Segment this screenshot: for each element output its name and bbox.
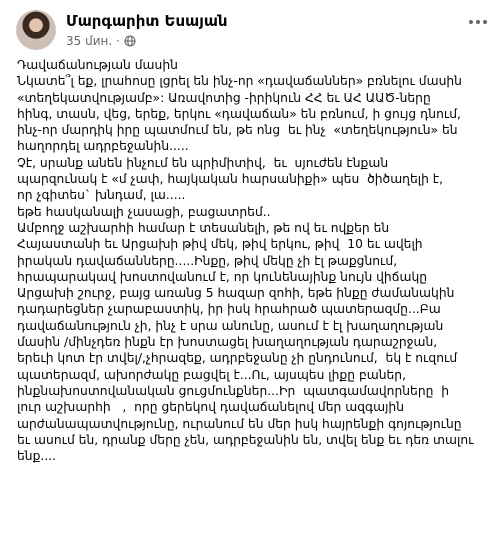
post-meta — [66, 34, 136, 48]
post-text-line: եւ ասում են, դրանք մերը չեն, ադրբեջանին են, տվել ենք եւ դեռ տալու — [17, 432, 474, 447]
more-horizontal-icon[interactable] — [465, 12, 491, 32]
post-text-line: Արցախի շուրջ, բայց առանց 5 հազար զոհի, եթե ինքը ժամանակին — [17, 286, 455, 301]
post-text-line: հրապարակավ խոստովանում է, որ կունենայինք նույն վիճակը — [17, 269, 428, 284]
post-text-line: Դավաճանության մասին — [17, 58, 178, 72]
post-header — [16, 10, 491, 50]
post-text-line: Հայաստանի եւ Արցախի թիվ մեկ, թիվ երկու, թիվ 10 եւ ավելի — [17, 237, 423, 252]
post-text-line: հաղորդել ադրբեջանին..... — [17, 139, 189, 154]
post-text-line: որ չգիտես` խնդամ, լա..... — [17, 188, 186, 203]
post-text-line: պարզունակ է «մ չափ, հայկական հարսանիքի» պես ծիծաղելի է, — [17, 172, 444, 187]
post-text-line: պատերազմ, ախորժակը բացվել է...Ու, այսպես լիքը բաներ, — [17, 367, 407, 382]
post-text-line: դադարեցներ չարաբաստիկ, իր իսկ հրահրած պատերազմը...Բա — [17, 302, 441, 317]
post-text-line: Չէ, սրանք անեն ինչում են պրիմիտիվ, եւ սյուժեն էնքան — [17, 155, 389, 170]
post-text — [17, 57, 487, 464]
meta-separator: · — [116, 34, 120, 48]
post-text-line: լուր աշխարհի , որը ցերեկով դավաճանելով մեր ազգային — [17, 400, 405, 415]
post-text-line: մասին /մինչդեռ ինքն էր խոստացել խաղաղության դարաշրջան, — [17, 335, 438, 350]
post-text-line: դավաճանություն չի, ինչ է սրա անունը, ասում է էլ խաղաղության — [17, 318, 444, 333]
post-text-line: հինգ, տասն, վեց, երեք, երկու «դավաճան» են բռնում, ի ցույց դնում, — [17, 106, 461, 121]
post-text-line: Նկատե՞լ եք, լրահոսը լցրել են ինչ-որ «դավաճաններ» բռնելու մասին — [17, 74, 462, 89]
post-text-line: ինքնախոստովանական ցուցմունքներ...Իր պատգամավորները ի — [17, 383, 450, 398]
post-text-line: ենք.... — [17, 449, 57, 464]
post-text-line: եթե հասկանալի չասացի, բացատրեմ.. — [17, 204, 271, 219]
globe-icon[interactable] — [124, 35, 136, 47]
post-text-line: «տեղեկատվությամբ»: Առավոտից -իրիկուն ՀՀ եւ ԱՀ ԱԱԾ-ները — [17, 90, 431, 105]
post-text-line: երեւի կոտ էր տվել/,չհրազեք, ադրբեջանը չի ընդունում, եկ է ուզում — [17, 351, 458, 366]
post-text-line: ինչ-որ մարդիկ իրը պատմում են, թե ոնց եւ ինչ «տեղեկություն» են — [17, 123, 458, 138]
post-text-line: իրական դավաճանները.....Ինքը, թիվ մեկը չի էլ թաքցնում, — [17, 253, 398, 268]
post-time[interactable]: 35 մин. — [66, 34, 113, 48]
post-text-line: Ամբողջ աշխարհի համար է տեսանելի, թե ով եւ ովքեր են — [17, 220, 390, 235]
avatar[interactable] — [16, 10, 56, 50]
author-name[interactable]: Մարգարիտ Եսայան — [66, 12, 228, 30]
post-text-line: արժանապատվությունը, ուրանում են մեր իսկ հայրենքի գոյությունը — [17, 416, 462, 431]
